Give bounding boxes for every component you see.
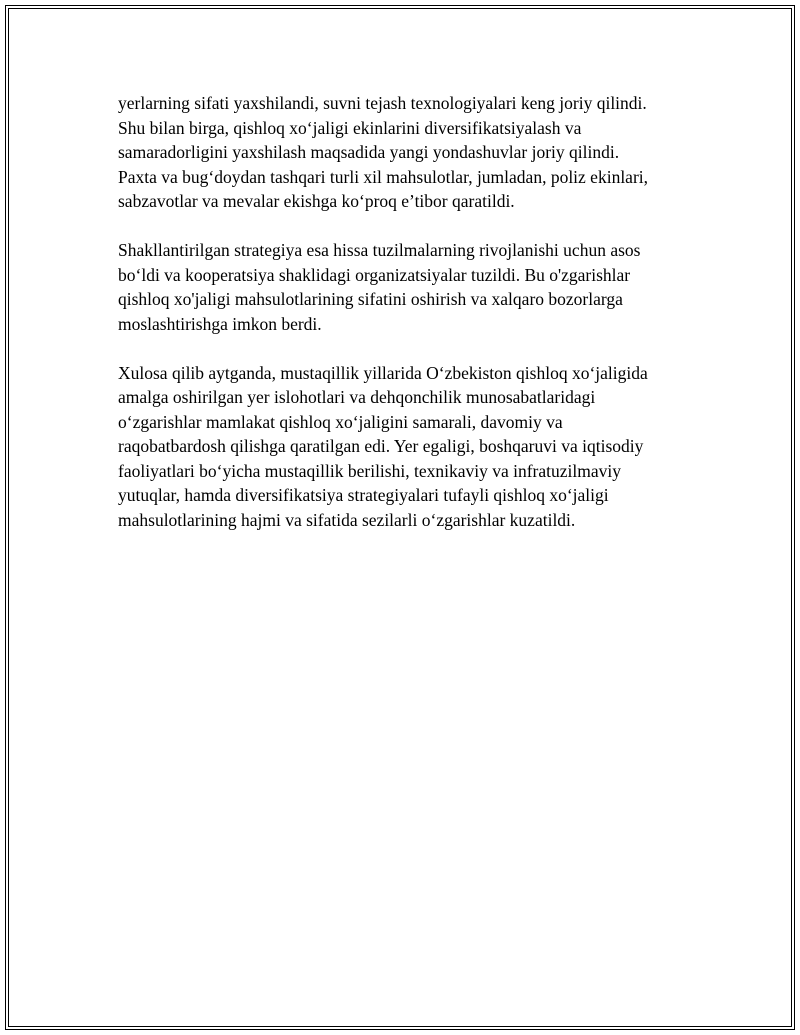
document-body (118, 91, 698, 557)
paragraph-conclusion: Xulosa qilib aytganda, mustaqillik yillarida O‘zbekiston qishloq xo‘jaligida amalga oshirilgan yer islohotlari va dehqonchilik munosabatlaridagi o‘zgarishlar mamlakat qishloq xo‘jaligini samarali, davomiy va raqobatbardosh qilishga qaratilgan edi. Yer egaligi, boshqaruvi va iqtisodiy faoliyatlari bo‘yicha mustaqillik berilishi, texnikaviy va infratuzilmaviy yutuqlar, hamda diversifikatsiya strategiyalari tufayli qishloq xo‘jaligi mahsulotlarining hajmi va sifatida sezilarli o‘zgarishlar kuzatildi. (118, 362, 648, 530)
paragraph-land-reform: yerlarning sifati yaxshilandi, suvni tejash texnologiyalari keng joriy qilindi. Shu bilan birga, qishloq xo‘jaligi ekinlarini diversifikatsiyalash va samaradorligini yaxshilash maqsadida yangi yondashuvlar joriy qilindi. Paxta va bug‘doydan tashqari turli xil mahsulotlar, jumladan, poliz ekinlari, sabzavotlar va mevalar ekishga ko‘proq e’tibor qaratildi. (118, 93, 649, 211)
paragraph-strategy: Shakllantirilgan strategiya esa hissa tuzilmalarning rivojlanishi uchun asos bo‘ldi va kooperatsiya shaklidagi organizatsiyalar tuzildi. Bu o'zgarishlar qishloq xo'jaligi mahsulotlarining sifatini oshirish va xalqaro bozorlarga moslashtirishga imkon berdi. (118, 240, 641, 334)
